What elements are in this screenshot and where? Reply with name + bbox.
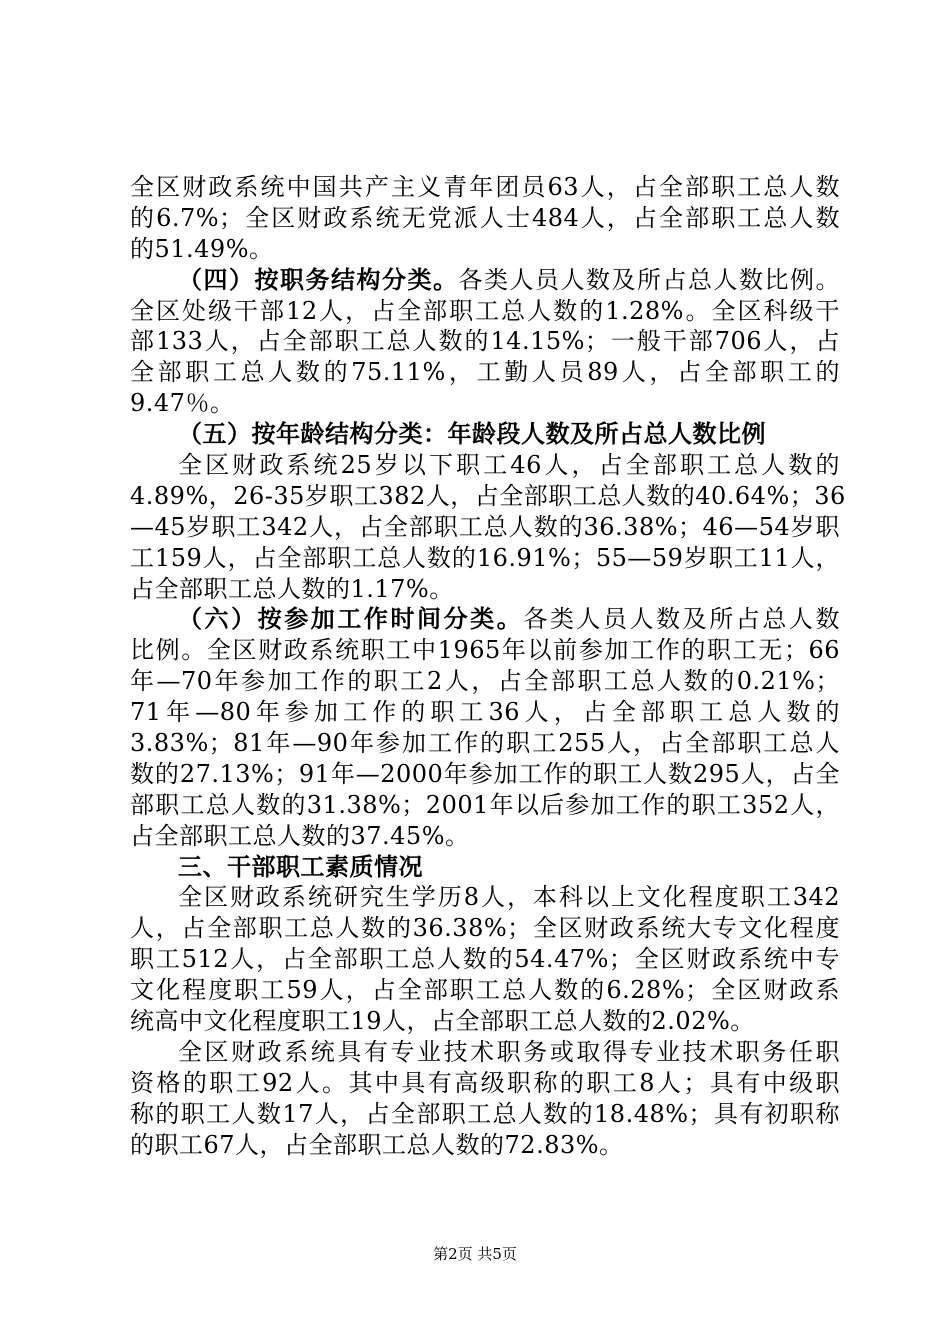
text-line: 资格的职工92人。其中具有高级职称的职工8人；具有中级职: [130, 1068, 840, 1097]
text-line: [130, 265, 840, 296]
paragraph-age-heading: [130, 419, 840, 450]
text-line: 部133人，占全部职工总人数的14.15%；一般干部706人，占: [130, 327, 840, 356]
paragraph-professional-titles: [130, 1037, 840, 1161]
text-line: 占全部职工总人数的37.45%。: [130, 821, 470, 850]
text-line: [130, 852, 840, 883]
text-line: 全部职工总人数的75.11%，工勤人员89人，占全部职工的: [130, 358, 840, 387]
section-heading: （六）按参加工作时间分类。: [178, 605, 524, 634]
text-line: 9.47％。: [130, 389, 235, 418]
text-line: 年—70年参加工作的职工2人，占全部职工总人数的0.21%；: [130, 667, 840, 696]
text-line: 全区财政系统中国共产主义青年团员63人，占全部职工总人数: [130, 173, 840, 201]
text-line: [130, 604, 840, 635]
heading-continuation: 各类人员人数及所占总人数比例。: [458, 265, 840, 294]
text-line: 文化程度职工59人，占全部职工总人数的6.28%；全区财政系: [130, 976, 840, 1005]
text-line: 的职工67人，占全部职工总人数的72.83%。: [130, 1130, 624, 1159]
paragraph-party-membership: [130, 172, 840, 265]
text-line: 称的职工人数17人，占全部职工总人数的18.48%；具有初职称: [130, 1099, 840, 1128]
text-line: —45岁职工342人，占全部职工总人数的36.38%；46—54岁职: [130, 512, 840, 541]
paragraph-age-structure: [130, 450, 846, 604]
paragraph-position-structure: [130, 265, 840, 419]
text-line: 数的27.13%；91年—2000年参加工作的职工人数295人，占全: [130, 759, 840, 788]
text-line: 比例。全区财政系统职工中1965年以前参加工作的职工无；66: [130, 636, 840, 665]
text-line: 全区财政系统具有专业技术职务或取得专业技术职务任职: [178, 1037, 840, 1066]
text-line: [130, 419, 840, 450]
page-number: 第2页 共5页: [433, 1245, 517, 1263]
text-line: 工159人，占全部职工总人数的16.91%；55—59岁职工11人，: [130, 543, 840, 572]
document-body: [130, 172, 846, 1161]
paragraph-education: [130, 882, 840, 1036]
text-line: 统高中文化程度职工19人，占全部职工总人数的2.02%。: [130, 1007, 755, 1036]
text-line: 全区财政系统研究生学历8人，本科以上文化程度职工342: [178, 883, 840, 912]
section-heading: （五）按年龄结构分类：年龄段人数及所占总人数比例: [178, 420, 766, 449]
section-heading: 三、干部职工素质情况: [178, 852, 423, 881]
text-line: 全区处级干部12人，占全部职工总人数的1.28%。全区科级干: [130, 296, 840, 325]
heading-continuation: 各类人员人数及所占总人数: [523, 605, 840, 634]
text-line: 部职工总人数的31.38%；2001年以后参加工作的职工352人，: [130, 790, 840, 819]
text-line: 全区财政系统25岁以下职工46人，占全部职工总人数的: [178, 451, 840, 480]
text-line: 的51.49%。: [130, 234, 274, 263]
text-line: 占全部职工总人数的1.17%。: [130, 574, 454, 603]
text-line: 职工512人，占全部职工总人数的54.47%；全区财政系统中专: [130, 945, 840, 974]
text-line: 4.89%，26-35岁职工382人，占全部职工总人数的40.64%；36: [130, 481, 846, 510]
text-line: 71年—80年参加工作的职工36人，占全部职工总人数的: [130, 698, 840, 727]
section-heading: （四）按职务结构分类。: [178, 265, 459, 294]
paragraph-quality-heading: [130, 852, 840, 883]
text-line: 3.83%；81年—90年参加工作的职工255人，占全部职工总人: [130, 729, 840, 758]
text-line: 的6.7%；全区财政系统无党派人士484人，占全部职工总人数: [130, 203, 840, 232]
text-line: 人，占全部职工总人数的36.38%；全区财政系统大专文化程度: [130, 914, 840, 943]
paragraph-work-start-time: [130, 604, 840, 851]
